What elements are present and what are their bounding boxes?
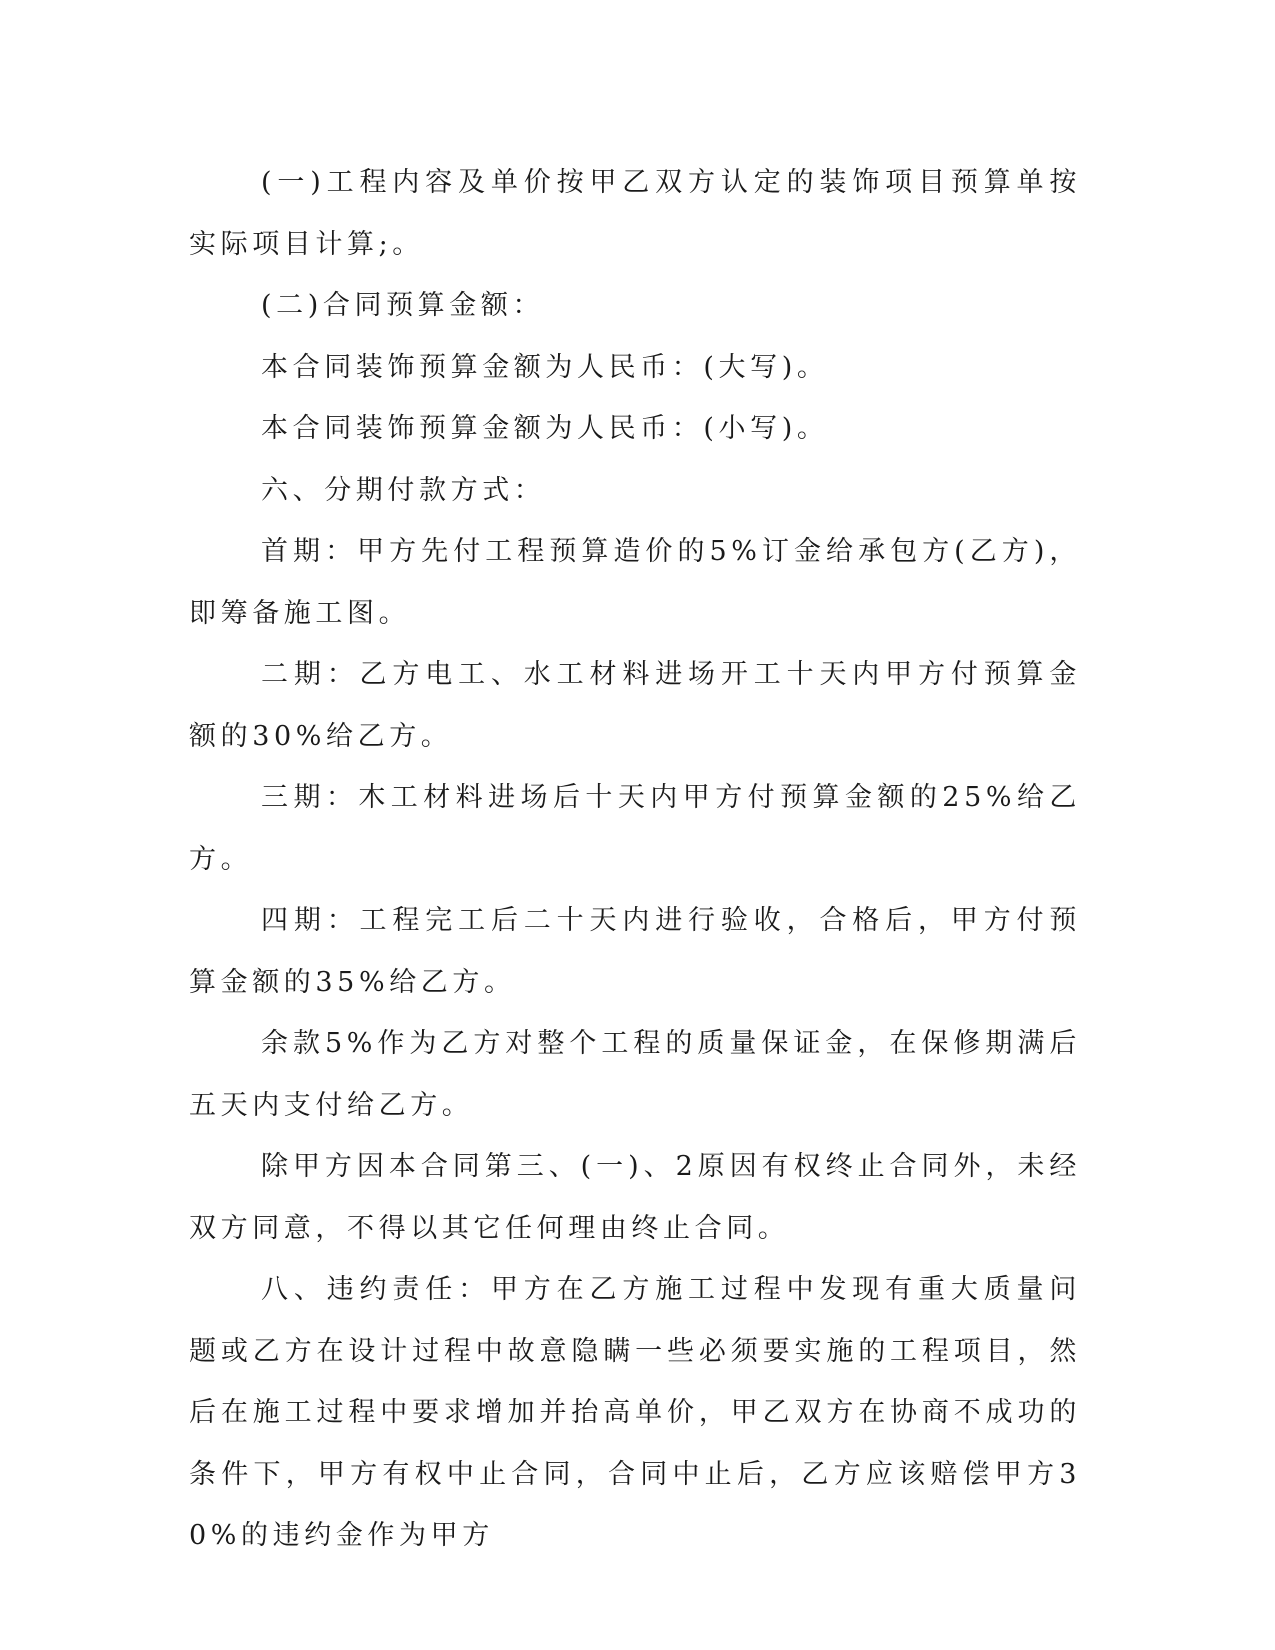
document-body xyxy=(189,152,1081,1567)
paragraph-first-installment: 首期：甲方先付工程预算造价的5%订金给承包方(乙方)，即筹备施工图。 xyxy=(189,536,1081,629)
paragraph-budget-amount-lowercase: 本合同装饰预算金额为人民币：(小写)。 xyxy=(261,413,829,444)
paragraph-retention-balance: 余款5%作为乙方对整个工程的质量保证金，在保修期满后五天内支付给乙方。 xyxy=(189,1028,1081,1121)
paragraph-fourth-installment: 四期：工程完工后二十天内进行验收，合格后，甲方付预算金额的35%给乙方。 xyxy=(189,905,1081,998)
paragraph-budget-amount-uppercase: 本合同装饰预算金额为人民币：(大写)。 xyxy=(261,351,829,383)
paragraph-installment-heading: 六、分期付款方式： xyxy=(261,474,546,506)
paragraph-third-installment: 三期：木工材料进场后十天内甲方付预算金额的25%给乙方。 xyxy=(189,782,1081,875)
paragraph-second-installment: 二期：乙方电工、水工材料进场开工十天内甲方付预算金额的30%给乙方。 xyxy=(189,659,1081,752)
paragraph-breach-liability: 八、违约责任：甲方在乙方施工过程中发现有重大质量问题或乙方在设计过程中故意隐瞒一些必须要实施的工程项目，然后在施工过程中要求增加并抬高单价，甲乙双方在协商不成功的条件下，甲方有权中止合同，合同中止后，乙方应该赔偿甲方30%的违约金作为甲方 xyxy=(189,1274,1081,1551)
paragraph-project-content-pricing: (一)工程内容及单价按甲乙双方认定的装饰项目预算单按实际项目计算;。 xyxy=(189,167,1081,260)
paragraph-budget-amount-heading: (二)合同预算金额： xyxy=(261,290,545,321)
paragraph-termination-clause: 除甲方因本合同第三、(一)、2原因有权终止合同外，未经双方同意，不得以其它任何理由终止合同。 xyxy=(189,1151,1081,1244)
